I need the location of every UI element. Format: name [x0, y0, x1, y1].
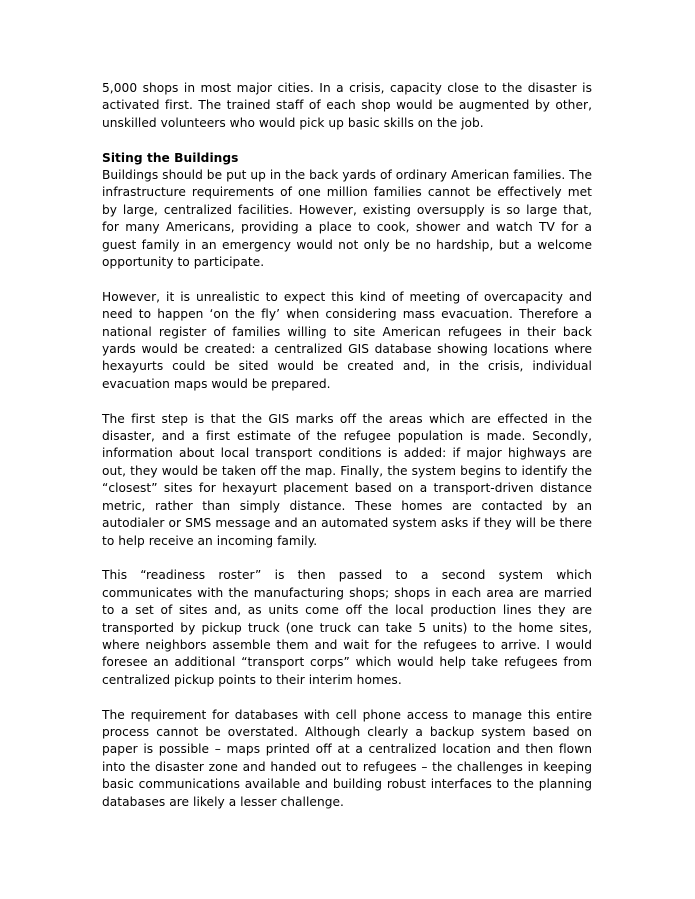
paragraph-databases: The requirement for databases with cell phone access to manage this entire process cannot be overstated. Although clearly a backup system based on paper is possible – maps printed off at a centralized location and then flown into the disaster zone and handed out to refugees – the challenges in keeping basic communications available and building robust interfaces to the planning databases are likely a lesser challenge.: [102, 707, 592, 809]
paragraph-back-yards: Buildings should be put up in the back yards of ordinary American families. The infrastructure requirements of one million families cannot be effectively met by large, centralized facilities. However, existing oversupply is so large that, for many Americans, providing a place to cook, shower and watch TV for a guest family in an emergency would not only be no hardship, but a welcome opportunity to participate.: [102, 168, 592, 270]
paragraph-national-register: However, it is unrealistic to expect this kind of meeting of overcapacity and need to happen ‘on the fly’ when considering mass evacuation. Therefore a national register of families willing to site American refugees in their back yards would be created: a centralized GIS database showing locations where hexayurts could be sited would be created and, in the crisis, individual evacuation maps would be prepared.: [102, 289, 592, 391]
paragraph-readiness-roster: This “readiness roster” is then passed to a second system which communicates with the manufacturing shops; shops in each area are married to a set of sites and, as units come off the local production lines they are transported by pickup truck (one truck can take 5 units) to the home sites, where neighbors assemble them and wait for the refugees to arrive. I would foresee an additional “transport corps” which would help take refugees from centralized pickup points to their interim homes.: [102, 568, 592, 687]
paragraph-gis-steps: The first step is that the GIS marks off the areas which are effected in the disaster, and a first estimate of the refugee population is made. Secondly, information about local transport conditions is added: if major highways are out, they would be taken off the map. Finally, the system begins to identify the “closest” sites for hexayurt placement based on a transport-driven distance metric, rather than simply distance. These homes are contacted by an autodialer or SMS message and an automated system asks if they will be there to help receive an incoming family.: [102, 411, 592, 548]
section-heading-siting: Siting the Buildings: [102, 150, 239, 165]
document-page: [102, 80, 592, 828]
paragraph-shops-capacity: 5,000 shops in most major cities. In a crisis, capacity close to the disaster is activated first. The trained staff of each shop would be augmented by other, unskilled volunteers who would pick up basic skills on the job.: [102, 81, 592, 130]
section-siting: [102, 150, 592, 272]
